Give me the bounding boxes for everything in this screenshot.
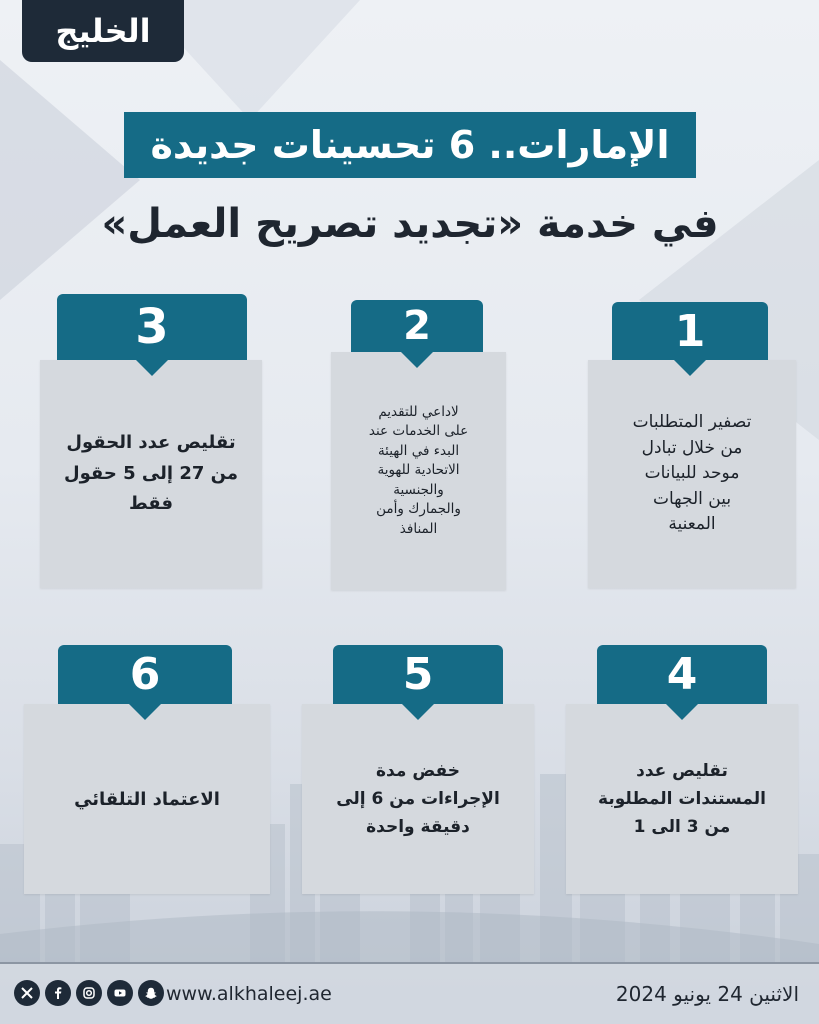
card-line: بين الجهات [652, 488, 732, 509]
facebook-icon[interactable] [45, 980, 71, 1006]
card-line: موحد للبيانات [644, 463, 740, 484]
card-number-badge-3: 3 [57, 294, 247, 360]
card-line: والجنسية [393, 481, 444, 498]
card-line: من 3 الى 1 [633, 817, 731, 838]
card-number-badge-4: 4 [597, 645, 767, 704]
improvement-card-5 [302, 704, 534, 894]
card-line: لاداعي للتقديم [378, 403, 459, 420]
headline-secondary: في خدمة «تجديد تصريح العمل» [101, 201, 719, 247]
card-line: والجمارك وأمن [376, 501, 461, 518]
card-line: من 27 إلى 5 حقول [64, 462, 238, 484]
improvement-card-1 [588, 360, 796, 588]
card-line: تصفير المتطلبات [632, 412, 752, 433]
card-text [302, 704, 534, 894]
card-number-badge-1: 1 [612, 302, 768, 360]
card-line: المعنية [668, 514, 716, 535]
card-line: المنافذ [399, 520, 438, 537]
headline-primary: الإمارات.. 6 تحسينات جديدة [124, 112, 696, 178]
card-text [331, 352, 506, 590]
card-line: الاتحادية للهوية [377, 462, 460, 479]
snapchat-icon[interactable] [138, 980, 164, 1006]
brand-logo [22, 0, 184, 62]
card-line: من خلال تبادل [641, 437, 743, 458]
footer [0, 964, 819, 1024]
website-link[interactable]: www.alkhaleej.ae [166, 983, 332, 1005]
card-line: على الخدمات عند [368, 423, 469, 440]
publication-date: الاثنين 24 يونيو 2024 [615, 982, 799, 1006]
card-text [40, 360, 262, 588]
card-text [24, 704, 270, 894]
youtube-icon[interactable] [107, 980, 133, 1006]
card-line: خفض مدة [376, 760, 460, 781]
card-line: البدء في الهيئة [377, 442, 460, 459]
x-icon[interactable] [14, 980, 40, 1006]
card-line: فقط [128, 493, 173, 515]
card-line: الاعتماد التلقائي [74, 788, 220, 810]
logo-text: الخليج [55, 12, 151, 50]
improvement-card-4 [566, 704, 798, 894]
improvement-card-3 [40, 360, 262, 588]
card-number-badge-5: 5 [333, 645, 503, 704]
card-number-badge-2: 2 [351, 300, 483, 352]
card-text [566, 704, 798, 894]
card-text [588, 360, 796, 588]
card-line: المستندات المطلوبة [598, 788, 766, 809]
improvement-card-2 [331, 352, 506, 590]
card-line: تقليص عدد [636, 760, 728, 781]
social-links [14, 980, 164, 1006]
card-line: تقليص عدد الحقول [66, 432, 236, 454]
card-line: الإجراءات من 6 إلى [336, 788, 500, 809]
instagram-icon[interactable] [76, 980, 102, 1006]
background-shape [0, 60, 140, 300]
card-number-badge-6: 6 [58, 645, 232, 704]
improvement-card-6 [24, 704, 270, 894]
card-line: دقيقة واحدة [366, 817, 470, 838]
